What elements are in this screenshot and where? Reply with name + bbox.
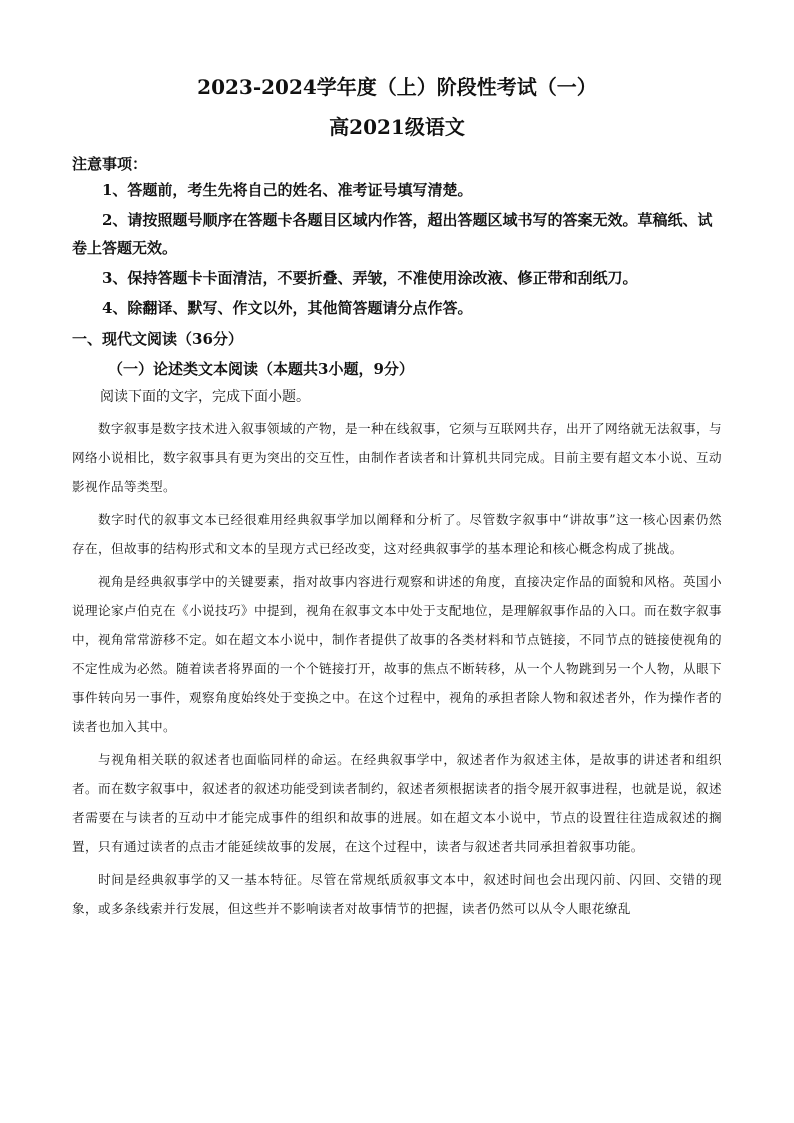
notice-heading: 注意事项： xyxy=(72,155,148,173)
notice-item-2: 2、请按照题号顺序在答题卡各题目区域内作答，超出答题区域书写的答案无效。草稿纸、试卷上答题无效。 xyxy=(72,211,713,257)
section-heading: 一、现代文阅读（36分） xyxy=(72,330,243,348)
exam-subtitle: 高2021级语文 xyxy=(329,115,465,139)
passage-paragraph-2: 数字时代的叙事文本已经很难用经典叙事学加以阐释和分析了。尽管数字叙事中“讲故事”这一核心因素仍然存在，但故事的结构形式和文本的呈现方式已经改变，这对经典叙事学的基本理论和核心概念构成了挑战。 xyxy=(72,512,722,556)
passage-paragraph-4: 与视角相关联的叙述者也面临同样的命运。在经典叙事学中，叙述者作为叙述主体，是故事的讲述者和组织者。而在数字叙事中，叙述者的叙述功能受到读者制约，叙述者须根据读者的指令展开叙事进程，也就是说，叙述者需要在与读者的互动中才能完成事件的组织和故事的进展。如在超文本小说中，节点的设置往往造成叙述的搁置，只有通过读者的点击才能延续故事的发展，在这个过程中，读者与叙述者共同承担着叙事功能。 xyxy=(72,752,722,854)
exam-title: 2023-2024学年度（上）阶段性考试（一） xyxy=(197,75,597,99)
reading-instruction: 阅读下面的文字，完成下面小题。 xyxy=(100,389,310,405)
subsection-heading: （一）论述类文本阅读（本题共3小题，9分） xyxy=(108,360,414,378)
notice-item-3: 3、保持答题卡卡面清洁，不要折叠、弄皱，不准使用涂改液、修正带和刮纸刀。 xyxy=(102,269,638,287)
passage-paragraph-3: 视角是经典叙事学中的关键要素，指对故事内容进行观察和讲述的角度，直接决定作品的面貌和风格。英国小说理论家卢伯克在《小说技巧》中提到，视角在叙事文本中处于支配地位，是理解叙事作品的入口。而在数字叙事中，视角常常游移不定。如在超文本小说中，制作者提供了故事的各类材料和节点链接，不同节点的链接使视角的不定性成为必然。随着读者将界面的一个个链接打开，故事的焦点不断转移，从一个人物跳到另一个人物，从眼下事件转向另一事件，观察角度始终处于变换之中。在这个过程中，视角的承担者除人物和叙述者外，作为操作者的读者也加入其中。 xyxy=(72,574,722,734)
notice-item-4: 4、除翻译、默写、作文以外，其他简答题请分点作答。 xyxy=(102,299,473,317)
passage-paragraph-5: 时间是经典叙事学的又一基本特征。尽管在常规纸质叙事文本中，叙述时间也会出现闪前、闪回、交错的现象，或多条线索并行发展，但这些并不影响读者对故事情节的把握，读者仍然可以从令人眼花缭乱 xyxy=(72,872,722,916)
notice-item-1: 1、答题前，考生先将自己的姓名、准考证号填写清楚。 xyxy=(102,181,473,199)
passage-paragraph-1: 数字叙事是数字技术进入叙事领域的产物，是一种在线叙事，它须与互联网共存，出开了网络就无法叙事，与网络小说相比，数字叙事具有更为突出的交互性，由制作者读者和计算机共同完成。目前主要有超文本小说、互动影视作品等类型。 xyxy=(72,421,722,494)
